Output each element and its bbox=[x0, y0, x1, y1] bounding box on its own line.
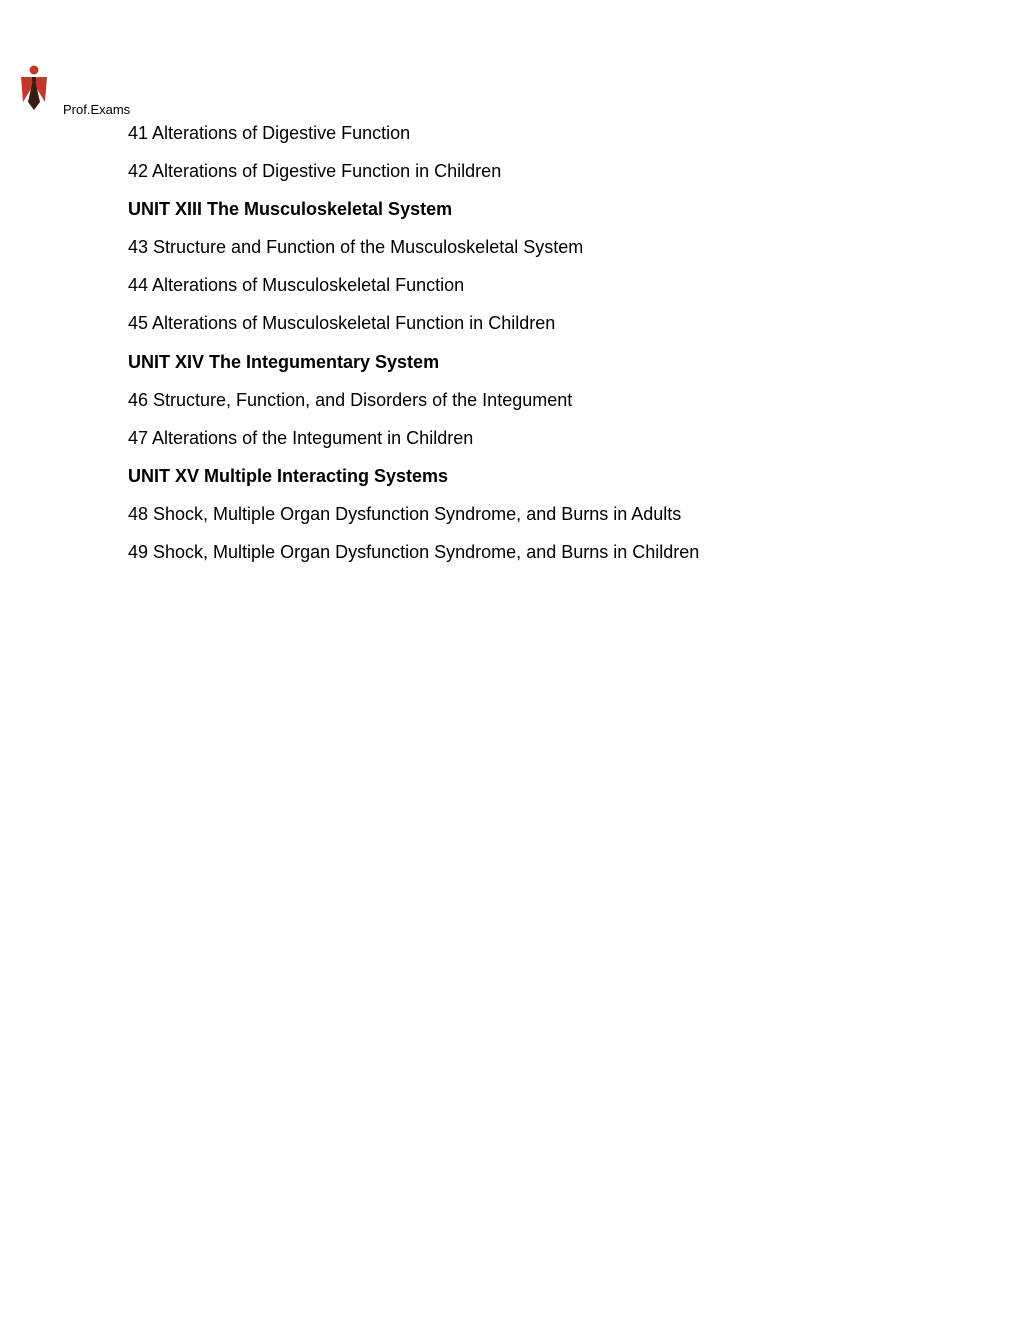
chapter-entry: 49 Shock, Multiple Organ Dysfunction Syndrome, and Burns in Children bbox=[128, 542, 700, 563]
chapter-entry: 42 Alterations of Digestive Function in Children bbox=[128, 161, 502, 182]
table-of-contents bbox=[128, 121, 988, 578]
unit-heading: UNIT XV Multiple Interacting Systems bbox=[128, 465, 449, 486]
unit-heading: UNIT XIV The Integumentary System bbox=[128, 351, 440, 372]
logo-head bbox=[30, 66, 39, 75]
chapter-entry: 48 Shock, Multiple Organ Dysfunction Syndrome, and Burns in Adults bbox=[128, 503, 682, 524]
chapter-entry: 44 Alterations of Musculoskeletal Function bbox=[128, 275, 465, 296]
chapter-entry: 47 Alterations of the Integument in Children bbox=[128, 427, 474, 448]
chapter-entry: 41 Alterations of Digestive Function bbox=[128, 123, 411, 143]
chapter-entry: 46 Structure, Function, and Disorders of the Integument bbox=[128, 389, 573, 410]
chapter-entry: 43 Structure and Function of the Musculoskeletal System bbox=[128, 237, 584, 258]
necktie-logo-icon bbox=[19, 64, 49, 112]
unit-heading: UNIT XIII The Musculoskeletal System bbox=[128, 199, 453, 220]
chapter-entry: 45 Alterations of Musculoskeletal Function in Children bbox=[128, 313, 556, 334]
brand-name: Prof.Exams bbox=[63, 102, 131, 117]
